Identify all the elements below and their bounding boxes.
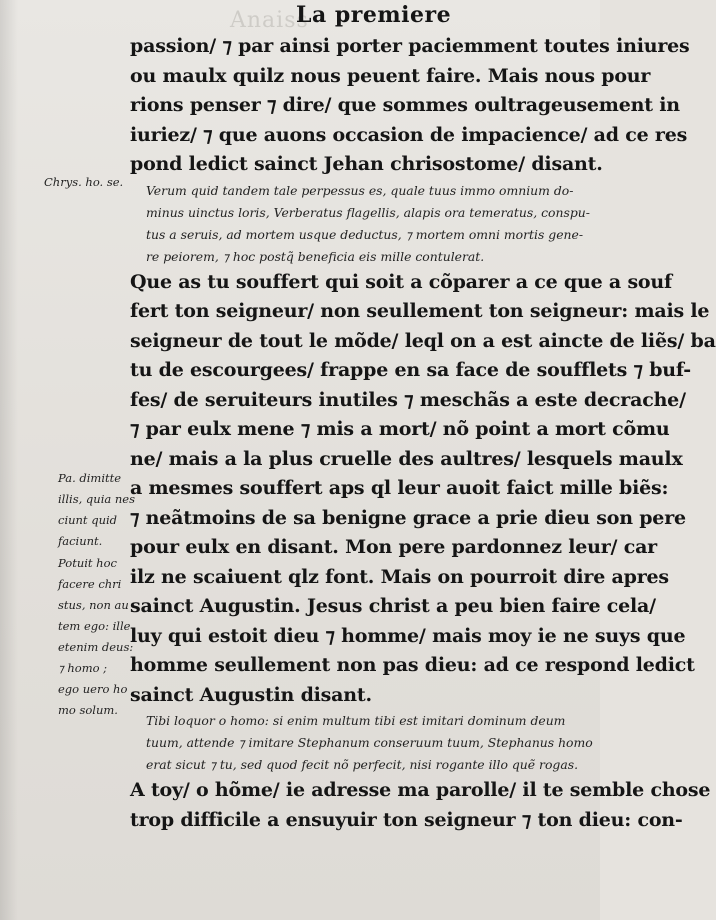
margin-note-line: faciunt. — [58, 534, 103, 548]
running-title: La premiere — [296, 2, 452, 28]
margin-note-chrysostom — [44, 172, 123, 193]
text-line: fes/ de seruiteurs inutiles ⁊ meschãs a este decrache/ — [130, 388, 686, 411]
text-line: sainct Augustin. Jesus christ a peu bien faire cela/ — [130, 595, 656, 617]
text-line: ne/ mais a la plus cruelle des aultres/ lesquels maulx — [130, 447, 683, 470]
text-line: ilz ne scaiuent qlz font. Mais on pourroit dire apres — [130, 565, 669, 588]
margin-note-line: tem ego: ille — [58, 619, 131, 633]
text-line: fert ton seigneur/ non seullement ton seigneur: mais le — [130, 300, 710, 322]
text-line: homme seullement non pas dieu: ad ce respond ledict — [130, 654, 695, 676]
margin-note-line: ego uero ho — [58, 682, 128, 696]
latin-quote-line: erat sicut ⁊ tu, sed quod fecit nõ perfecit, nisi rogante illo quẽ rogas. — [146, 757, 579, 772]
margin-note-pater-dimitte — [58, 468, 135, 552]
text-line: seigneur de tout le mõde/ leql on a est aincte de liẽs/ ba — [130, 329, 716, 352]
text-line: luy qui estoit dieu ⁊ homme/ mais moy ie ne suys que — [130, 624, 686, 647]
margin-note-line: Potuit hoc — [58, 556, 117, 570]
margin-note-line: etenim deus: — [58, 640, 134, 654]
text-line: A toy/ o hõme/ ie adresse ma parolle/ il te semble chose — [130, 779, 711, 801]
margin-note-line: Chrys. ho. se. — [44, 175, 124, 189]
text-line: trop difficile a ensuyuir ton seigneur ⁊ ton dieu: con- — [130, 808, 683, 831]
text-line: iuriez/ ⁊ que auons occasion de impacience/ ad ce res — [130, 123, 688, 146]
margin-note-line: ⁊ homo ; — [58, 661, 108, 675]
margin-note-potuit-hoc — [58, 553, 133, 721]
text-line: ⁊ neãtmoins de sa benigne grace a prie dieu son pere — [130, 506, 686, 529]
bleed-through-text: Anaiss — [230, 8, 309, 33]
text-line: ou maulx quilz nous peuent faire. Mais nous pour — [130, 64, 651, 87]
text-line: pour eulx en disant. Mon pere pardonnez leur/ car — [130, 536, 657, 558]
margin-note-line: mo solum. — [58, 703, 118, 717]
latin-quote-line: tus a seruis, ad mortem usque deductus, ⁊ mortem omni mortis gene- — [146, 226, 584, 242]
text-line: a mesmes souffert aps ql leur auoit faict mille biẽs: — [130, 477, 669, 499]
text-line: ⁊ par eulx mene ⁊ mis a mort/ nõ point a mort cõmu — [130, 418, 670, 440]
latin-quote-line: Verum quid tandem tale perpessus es, quale tuus immo omnium do- — [146, 182, 574, 198]
text-line: passion/ ⁊ par ainsi porter paciemment toutes iniures — [130, 35, 690, 57]
main-text-block — [130, 32, 716, 835]
text-line: pond ledict sainct Jehan chrisostome/ disant. — [130, 153, 603, 175]
text-line: Que as tu souffert qui soit a cõparer a ce que a souf — [130, 270, 672, 293]
latin-quote-line: re peiorem, ⁊ hoc postq̃ beneficia eis mille contulerat. — [146, 248, 485, 264]
margin-note-line: illis, quia nes — [58, 492, 135, 506]
gutter-shadow — [0, 0, 18, 920]
margin-note-line: Pa. dimitte — [58, 471, 122, 485]
text-line: rions penser ⁊ dire/ que sommes oultrageusement in — [130, 94, 680, 116]
text-line: sainct Augustin disant. — [130, 683, 372, 706]
latin-quote-line: tuum, attende ⁊ imitare Stephanum conseruum tuum, Stephanus homo — [146, 735, 593, 750]
latin-quote-line: minus uinctus loris, Verberatus flagellis, alapis ora temeratus, conspu- — [146, 204, 590, 220]
margin-note-line: stus, non au — [58, 598, 129, 612]
margin-note-line: facere chri — [58, 577, 122, 591]
text-line: tu de escourgees/ frappe en sa face de soufflets ⁊ buf- — [130, 359, 691, 381]
latin-quote-line: Tibi loquor o homo: si enim multum tibi est imitari dominum deum — [146, 713, 566, 728]
margin-note-line: ciunt quid — [58, 513, 118, 527]
